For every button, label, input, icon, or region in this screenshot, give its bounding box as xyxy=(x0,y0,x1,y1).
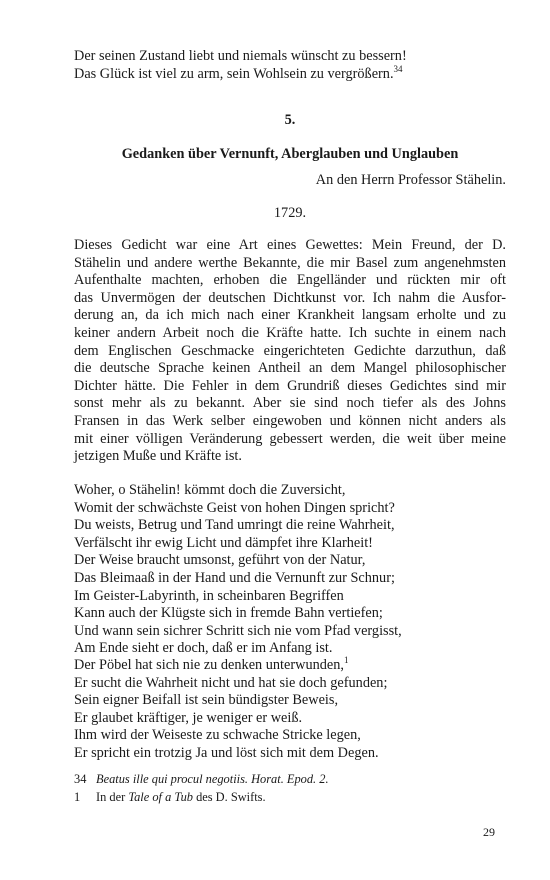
verse-line: Das Glück ist viel zu arm, sein Wohlsein zu vergrößern.$^{34}$ xyxy=(74,63,403,82)
prose-line: Dieses Gedicht war eine Art eines Gewettes: Mein Freund, der D. xyxy=(74,237,506,253)
verse-line: Der Weise braucht umsonst, geführt von der Natur, xyxy=(74,552,366,569)
section-number: 5. xyxy=(284,112,296,128)
verse-line: Ihm wird der Weiseste zu schwache Stricke legen, xyxy=(74,727,361,744)
opening-couplet xyxy=(74,48,506,83)
footnote-number: 34 xyxy=(74,772,87,786)
page-number: 29 xyxy=(483,825,495,839)
prose-paragraph xyxy=(74,237,506,466)
verse-line: Woher, o Stähelin! kömmt doch die Zuversicht, xyxy=(74,482,346,498)
prose-line: die deutsche Sprache keinen Antheil an dem Mangel philosophischer xyxy=(74,360,506,377)
prose-line: das Unvermögen der deutschen Dichtkunst vor. Ich nahm die Ausfor- xyxy=(74,289,506,306)
footnote-ref: 1 xyxy=(343,655,349,665)
verse-line: Verfälscht ihr ewig Licht und dämpfet ihre Klarheit! xyxy=(74,534,373,551)
prose-line: keiner andern Arbeit noch die Kräfte hatte. Ich suchte in einem nach xyxy=(74,324,506,341)
verse-line: Du weists, Betrug und Tand umringt die reine Wahrheit, xyxy=(74,517,395,534)
prose-line: Aufenthalte machten, erhoben die Engelländer und rückten mir oft xyxy=(74,272,506,289)
prose-line: mit einer völligen Veränderung gebessert werden, die weit über meine xyxy=(74,430,506,447)
verse-line: Womit der schwächste Geist von hohen Dingen spricht? xyxy=(74,499,395,516)
verse-line: Er glaubet kräftiger, je weniger er weiß. xyxy=(74,709,303,726)
verse-line: Sein eigner Beifall ist sein bündigster Beweis, xyxy=(74,692,339,709)
prose-line: Dichter hätte. Die Fehler in dem Grundriß dieses Gedichtes sind mir xyxy=(74,377,506,394)
prose-line: derung an, da ich mich nach einer Krankheit langsam erholte und zu xyxy=(74,307,506,324)
footnote-34 xyxy=(74,771,506,787)
prose-line: Fransen in das Werk selber eingewoben und können nicht anders als xyxy=(74,412,506,429)
section-title: Gedanken über Vernunft, Aberglauben und Unglauben xyxy=(121,146,459,162)
prose-line: Stähelin und andere werthe Bekannte, die mir Basel zum angenehmsten xyxy=(74,254,506,271)
verse-line: Der Pöbel hat sich nie zu denken unterwunden,$^1$ xyxy=(74,655,349,673)
verse-stanza-1 xyxy=(74,482,506,658)
verse-line: Am Ende sieht er doch, daß er im Anfang ist. xyxy=(74,640,333,657)
verse-line: Er spricht ein trotzig Ja und löst sich mit dem Degen. xyxy=(74,744,379,761)
verse-stanza-2 xyxy=(74,657,506,763)
verse-line: Das Bleimaaß in der Hand und die Vernunft zur Schnur; xyxy=(74,569,395,586)
year: 1729. xyxy=(273,205,307,221)
verse-line: Er sucht die Wahrheit nicht und hat sie doch gefunden; xyxy=(74,674,388,691)
dedication: An den Herrn Professor Stähelin. xyxy=(315,172,506,188)
prose-line: sonst mehr als zu bekannt. Aber sie sind noch tiefer als des Johns xyxy=(74,395,506,412)
verse-line: Kann auch der Klügste sich in fremde Bahn vertiefen; xyxy=(74,605,383,622)
prose-line: jetzigen Muße und Kräfte ist. xyxy=(74,448,242,465)
verse-line: Im Geister-Labyrinth, in scheinbaren Begriffen xyxy=(74,587,344,604)
verse-line: Und wann sein sichrer Schritt sich nie vom Pfad vergisst, xyxy=(74,622,402,639)
footnote-ref: 34 xyxy=(393,63,403,74)
prose-line: dem Englischen Geschmacke eingerichteten Gedichte darzuthun, daß xyxy=(74,342,506,359)
verse-line: Der seinen Zustand liebt und niemals wünscht zu bessern! xyxy=(74,48,407,64)
footnote-text: Beatus ille qui procul negotiis. Horat. Epod. 2. xyxy=(96,772,329,786)
footnote-number: 1 xyxy=(74,790,81,804)
footnote-1: 1 In der Tale of a Tub des D. Swifts. xyxy=(74,790,266,804)
